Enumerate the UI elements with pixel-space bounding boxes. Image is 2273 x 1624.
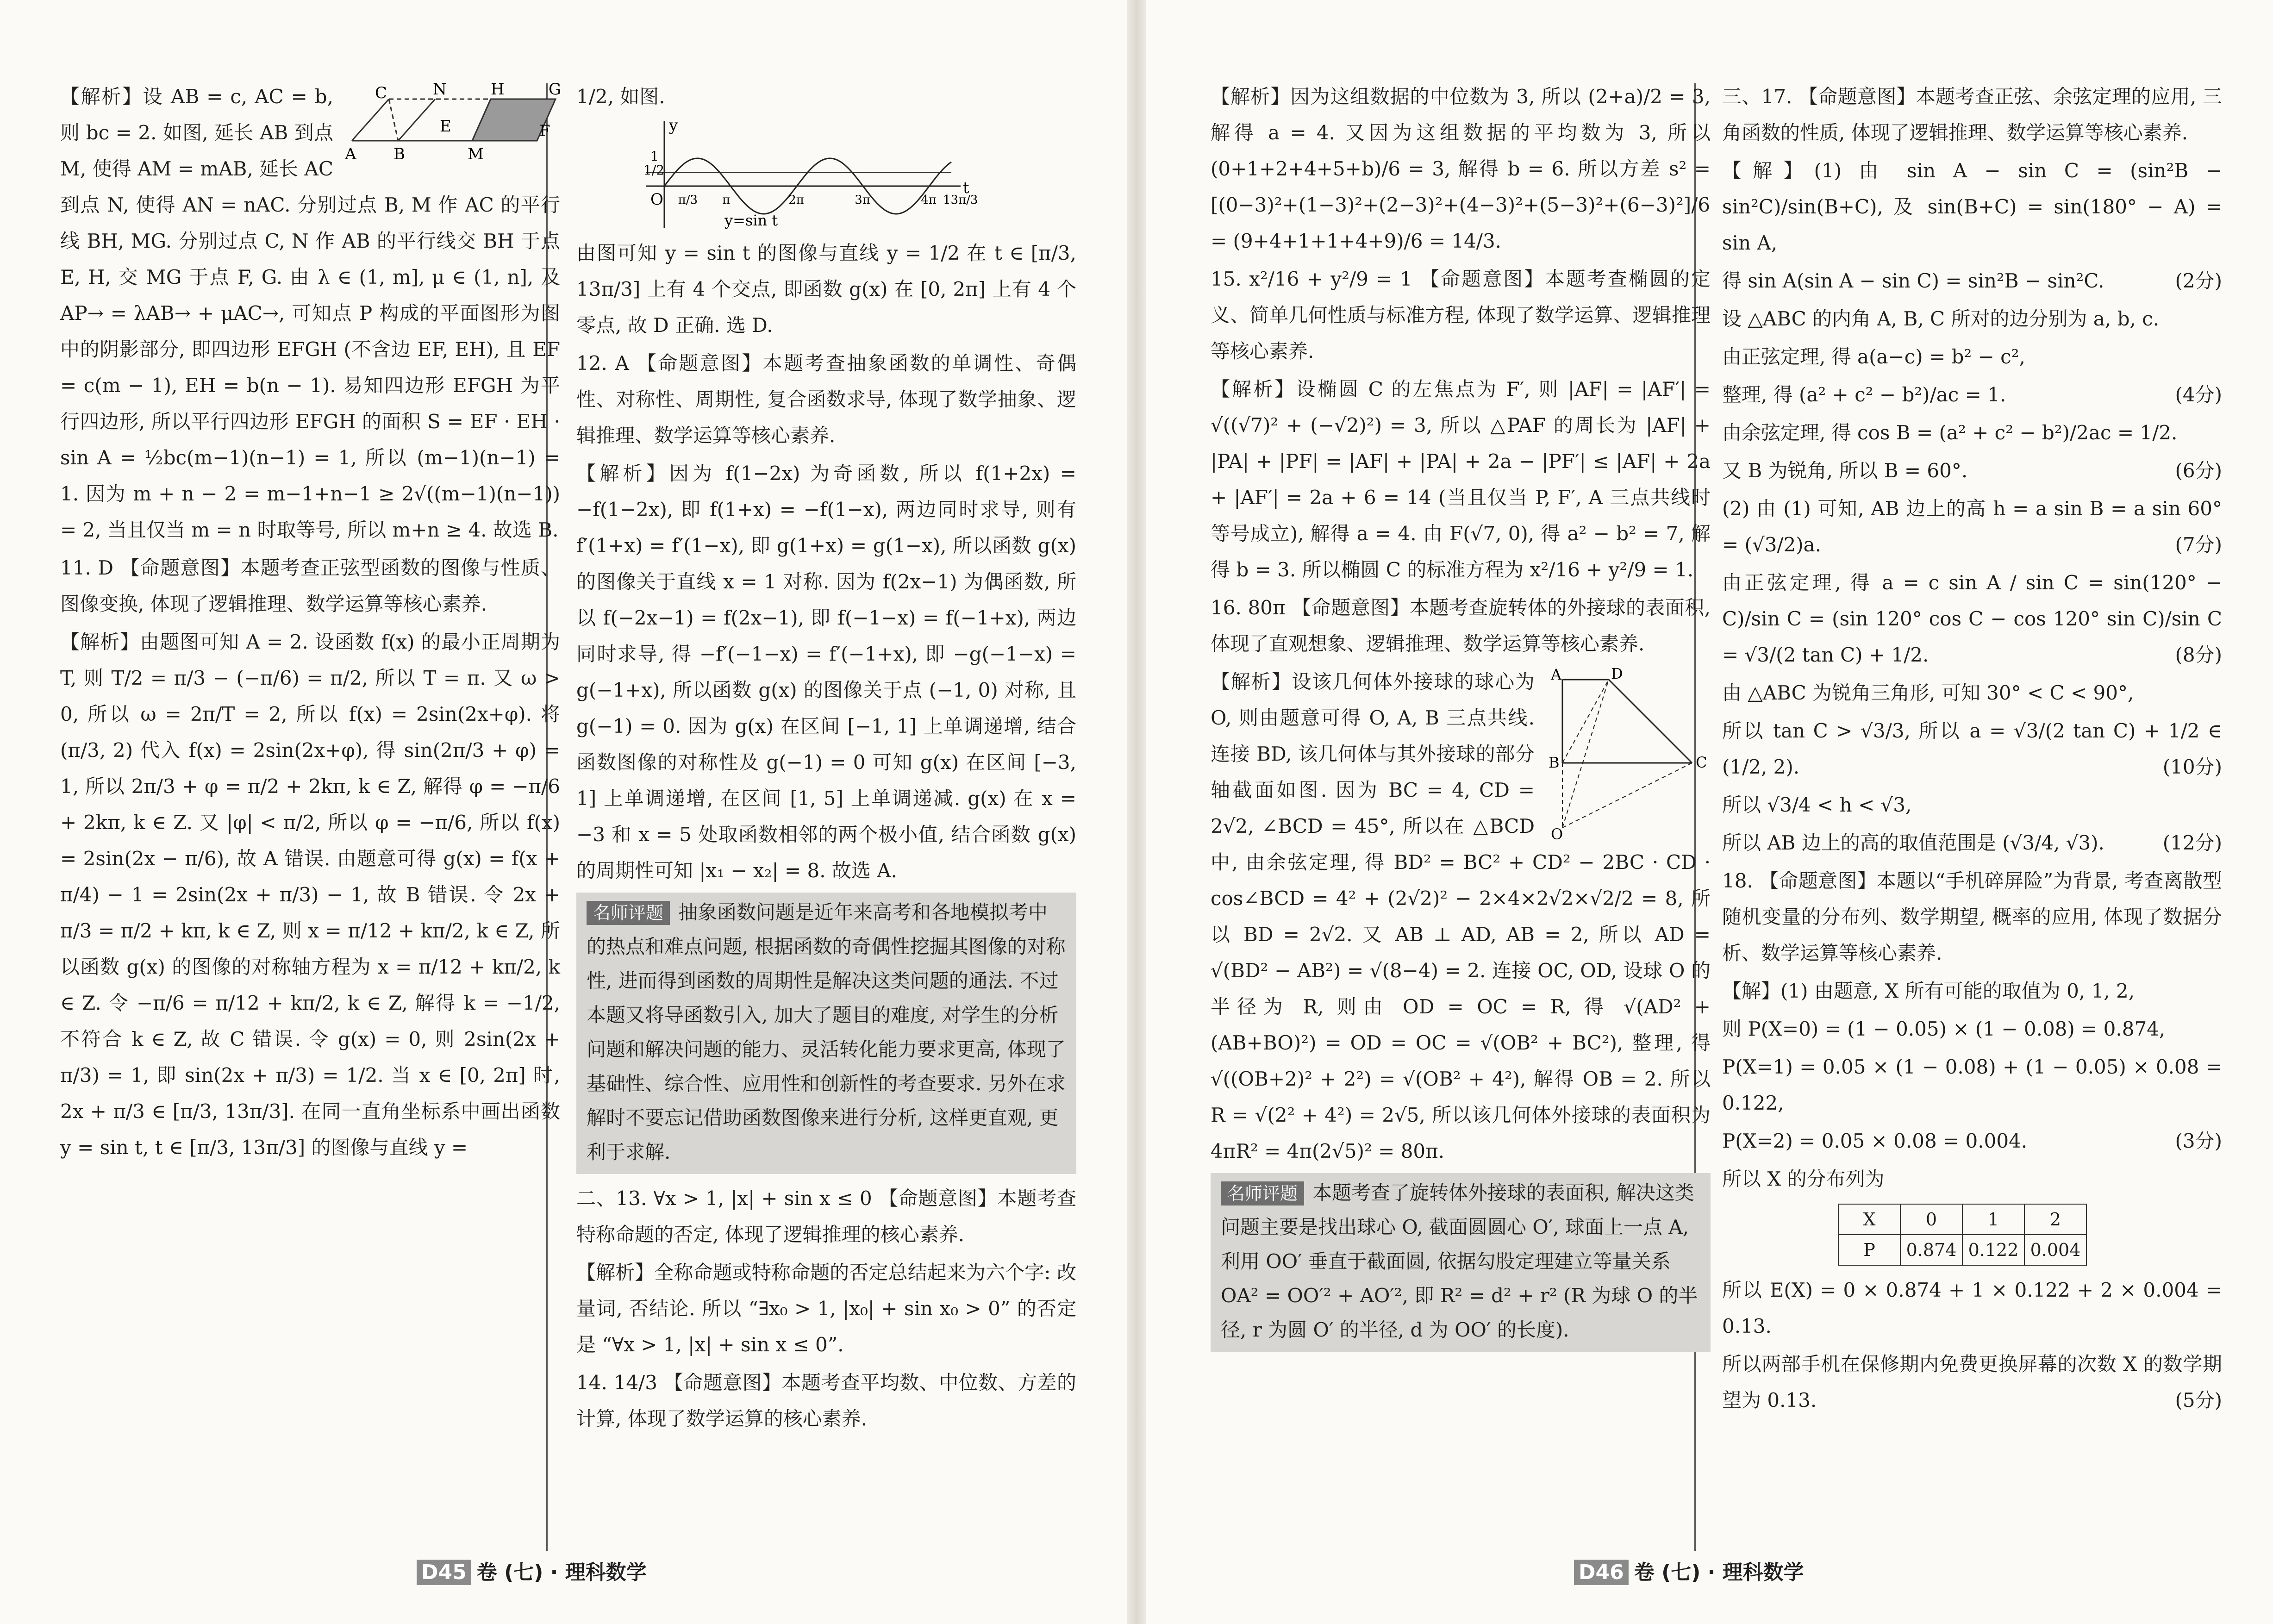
fig1-label-b: B — [393, 145, 405, 163]
q18-step-7: 所以两部手机在保修期内免费更换屏幕的次数 X 的数学期望为 0.13. (5分) — [1722, 1346, 2222, 1418]
page-code: D45 — [417, 1560, 471, 1585]
footer-title: 卷 (七) · 理科数学 — [476, 1561, 647, 1584]
q18-step-2: 则 P(X=0) = (1 − 0.05) × (1 − 0.08) = 0.874, — [1722, 1018, 2166, 1040]
graph-caption: 1/2, 如图. — [576, 85, 665, 108]
q15-intent: 15. x²/16 + y²/9 = 1 【命题意图】本题考查椭圆的定义、简单几何性质与标准方程, 体现了数学运算、逻辑推理等核心素养. — [1211, 268, 1711, 362]
teacher-comment-box — [576, 893, 1076, 1174]
graph-half-label: 1/2 — [643, 162, 665, 178]
graph-t-label: t — [963, 179, 969, 197]
fig1-label-m: M — [468, 145, 484, 163]
distribution-table — [1838, 1204, 2087, 1266]
score: (12分) — [2162, 831, 2222, 854]
column-4 — [1722, 79, 2222, 1420]
table-cell: 0.122 — [1962, 1235, 2024, 1265]
q17-step-3: 设 △ABC 的内角 A, B, C 所对的边分别为 a, b, c. — [1722, 307, 2160, 330]
q17-step-10: 由 △ABC 为锐角三角形, 可知 30° < C < 90°, — [1722, 681, 2134, 704]
q18-step-5: 所以 X 的分布列为 — [1722, 1168, 1885, 1190]
q18-step-3: P(X=1) = 0.05 × (1 − 0.08) + (1 − 0.05) × 0.08 = 0.122, — [1722, 1056, 2222, 1114]
table-row — [1838, 1235, 2086, 1265]
trapezoid-figure — [1544, 666, 1711, 842]
q13-intent: 二、13. ∀x > 1, |x| + sin x ≤ 0 【命题意图】本题考查特称命题的否定, 体现了逻辑推理的核心素养. — [576, 1187, 1076, 1246]
q18-step-1: 【解】(1) 由题意, X 所有可能的取值为 0, 1, 2, — [1722, 980, 2135, 1002]
table-cell: 0.874 — [1900, 1235, 1962, 1265]
score: (5分) — [2175, 1389, 2222, 1412]
q12-intent: 12. A 【命题意图】本题考查抽象函数的单调性、奇偶性、对称性、周期性, 复合函数求导, 体现了数学抽象、逻辑推理、数学运算等核心素养. — [576, 352, 1076, 447]
q17-step-5: 整理, 得 (a² + c² − b²)/ac = 1. (4分) — [1722, 377, 2222, 413]
q11-intent: 11. D 【命题意图】本题考查正弦型函数的图像与性质、图像变换, 体现了逻辑推理、数学运算等核心素养. — [60, 556, 560, 615]
table-cell: X — [1838, 1204, 1900, 1235]
graph-tick-label: 4π — [921, 193, 937, 207]
q17-step-13: 所以 AB 边上的高的取值范围是 (√3/4, √3). (12分) — [1722, 825, 2222, 861]
fig1-label-h: H — [491, 80, 505, 99]
q17-step-4: 由正弦定理, 得 a(a−c) = b² − c², — [1722, 345, 2025, 368]
fig1-label-f: F — [539, 122, 550, 140]
teacher-comment-text: 抽象函数问题是近年来高考和各地模拟考中的热点和难点问题, 根据函数的奇偶性挖掘其图像的对称性, 进而得到函数的周期性是解决这类问题的通法. 不过本题又将导函数引入, 加大了题目的难度, 对学生的分析问题和解决问题的能力、灵活转化能力要求更高, 体现了基础性、综合性、应用性和创新性的考查要求. 另外在求解时不要忘记借助函数图像来进行分析, 这样更直观, 更利于求解. — [587, 901, 1066, 1163]
graph-one-label: 1 — [650, 149, 659, 164]
table-cell: 2 — [2024, 1204, 2086, 1235]
fig1-label-e: E — [440, 117, 451, 136]
teacher-comment-box — [1211, 1173, 1711, 1352]
graph-curve-label: y=sin t — [724, 212, 778, 229]
table-cell: P — [1838, 1235, 1900, 1265]
teacher-label: 名师评题 — [1221, 1181, 1304, 1206]
q17-intent: 三、17. 【命题意图】本题考查正弦、余弦定理的应用, 三角函数的性质, 体现了逻辑推理、数学运算等核心素养. — [1722, 85, 2222, 144]
book-gutter — [1127, 0, 1146, 1624]
score: (3分) — [2175, 1130, 2222, 1152]
q17-step-2: 得 sin A(sin A − sin C) = sin²B − sin²C. (2分) — [1722, 263, 2222, 299]
column-1 — [60, 79, 560, 1168]
table-row — [1838, 1204, 2086, 1235]
graph-tick-label: π — [722, 193, 731, 207]
fig2-label-b: B — [1549, 754, 1560, 771]
footer-left — [417, 1555, 647, 1585]
footer-right — [1574, 1555, 1804, 1585]
q17-step-11: 所以 tan C > √3/3, 所以 a = √3/(2 tan C) + 1/2 ∈ (1/2, 2). (10分) — [1722, 713, 2222, 785]
fig2-label-d: D — [1611, 665, 1623, 682]
q17-step-1: 【解】(1) 由 sin A − sin C = (sin²B − sin²C)/sin(B+C), 及 sin(B+C) = sin(180° − A) = sin A, — [1722, 159, 2222, 254]
graph-origin-label: O — [650, 190, 663, 209]
parallelogram-figure — [343, 81, 560, 169]
column-3 — [1211, 79, 1711, 1358]
fig2-label-o: O — [1551, 825, 1563, 843]
page-code: D46 — [1574, 1560, 1629, 1585]
fig1-label-n: N — [433, 80, 447, 99]
q17-step-6: 由余弦定理, 得 cos B = (a² + c² − b²)/2ac = 1/2. — [1722, 421, 2178, 444]
footer-title: 卷 (七) · 理科数学 — [1634, 1561, 1804, 1584]
graph-ticks — [678, 193, 978, 207]
q18-step-4: P(X=2) = 0.05 × 0.08 = 0.004. (3分) — [1722, 1123, 2222, 1159]
score: (4分) — [2175, 383, 2222, 406]
score: (6分) — [2175, 459, 2222, 482]
fig1-label-c: C — [375, 84, 387, 102]
q16-analysis: 【解析】设该几何体外接球的球心为 O, 则由题意可得 O, A, B 三点共线. 连接 BD, 该几何体与其外接球的部分轴截面如图. 因为 BC = 4, CD = 2√2, ∠BCD = 45°, 所以在 △BCD 中, 由余弦定理, 得 BD² = BC² + CD² − 2BC · CD · cos∠BCD = 4² + (2√2)² − 2×4×2√2×√2/2 = 8, 所以 BD = 2√2. 又 AB ⊥ AD, AB = 2, 所以 AD = √(BD² − AB²) = √(8−4) = 2. 连接 OC, OD, 设球 O 的半径为 R, 则由 OD = OC = R, 得 √(AD² + (AB+BO)²) = OD = OC = √(OB² + BC²), 整理, 得 √((OB+2)² + 2²) = √(OB² + 4²), 解得 OB = 2. 所以 R = √(2² + 4²) = 2√5, 所以该几何体外接球的表面积为 4πR² = 4π(2√5)² = 80π. — [1211, 670, 1711, 1162]
table-cell: 1 — [1962, 1204, 2024, 1235]
fig2-label-a: A — [1551, 666, 1562, 683]
fig1-label-a: A — [345, 145, 356, 163]
q10-analysis: 【解析】设 AB = c, AC = b, 则 bc = 2. 如图, 延长 AB 到点 M, 使得 AM = mAB, 延长 AC 到点 N, 使得 AN = nAC. 分别过点 B, M 作 AC 的平行线 BH, MG. 分别过点 C, N 作 AB 的平行线交 BH 于点 E, H, 交 MG 于点 F, G. 由 λ ∈ (1, m], μ ∈ (1, n], 及 AP→ = λAB→ + μAC→, 可知点 P 构成的平面图形为图中的阴影部分, 即四边形 EFGH (不含边 EF, EH), 且 EF = c(m − 1), EH = b(n − 1). 易知四边形 EFGH 为平行四边形, 所以平行四边形 EFGH 的面积 S = EF · EH · sin A = ½bc(m−1)(n−1) = 1, 所以 (m−1)(n−1) = 1. 因为 m + n − 2 = m−1+n−1 ≥ 2√((m−1)(n−1)) = 2, 当且仅当 m = n 时取等号, 所以 m+n ≥ 4. 故选 B. — [60, 85, 560, 541]
q14-analysis: 【解析】因为这组数据的中位数为 3, 所以 (2+a)/2 = 3, 解得 a = 4. 又因为这组数据的平均数为 3, 所以 (0+1+2+4+5+b)/6 = 3, 解得 b = 6. 所以方差 s² = [(0−3)²+(1−3)²+(2−3)²+(4−3)²+(5−3)²+(6−3)²]/6 = (9+4+1+1+4+9)/6 = 14/3. — [1211, 85, 1711, 252]
q11-analysis: 【解析】由题图可知 A = 2. 设函数 f(x) 的最小正周期为 T, 则 T/2 = π/3 − (−π/6) = π/2, 所以 T = π. 又 ω > 0, 所以 ω = 2π/T = 2, 所以 f(x) = 2sin(2x+φ). 将 (π/3, 2) 代入 f(x) = 2sin(2x+φ), 得 sin(2π/3 + φ) = 1, 所以 2π/3 + φ = π/2 + 2kπ, k ∈ Z, 解得 φ = −π/6 + 2kπ, k ∈ Z. 又 |φ| < π/2, 所以 φ = −π/6, 所以 f(x) = 2sin(2x − π/6), 故 A 错误. 由题意可得 g(x) = f(x + π/4) − 1 = 2sin(2x + π/3) − 1, 故 B 错误. 令 2x + π/3 = π/2 + kπ, k ∈ Z, 则 x = π/12 + kπ/2, k ∈ Z, 所以函数 g(x) 的图像的对称轴方程为 x = π/12 + kπ/2, k ∈ Z. 令 −π/6 = π/12 + kπ/2, k ∈ Z, 解得 k = −1/2, 不符合 k ∈ Z, 故 C 错误. 令 g(x) = 0, 则 2sin(2x + π/3) = 1, 即 sin(2x + π/3) = 1/2. 当 x ∈ [0, 2π] 时, 2x + π/3 ∈ [π/3, 13π/3]. 在同一直角坐标系中画出函数 y = sin t, t ∈ [π/3, 13π/3] 的图像与直线 y = — [60, 631, 560, 1159]
graph-tick-label: π/3 — [678, 193, 698, 207]
graph-tick-label: 13π/3 — [943, 193, 978, 207]
q13-analysis: 【解析】全称命题或特称命题的否定总结起来为六个字: 改量词, 否结论. 所以 “∃x₀ > 1, |x₀| + sin x₀ > 0” 的否定是 “∀x > 1, |x| + sin x ≤ 0”. — [576, 1261, 1076, 1356]
teacher-label: 名师评题 — [587, 901, 670, 925]
fig1-label-g: G — [549, 80, 562, 99]
q14-intent: 14. 14/3 【命题意图】本题考查平均数、中位数、方差的计算, 体现了数学运算的核心素养. — [576, 1371, 1076, 1430]
score: (10分) — [2162, 756, 2222, 778]
fig2-label-c: C — [1696, 754, 1707, 771]
score: (7分) — [2175, 533, 2222, 556]
sine-graph — [618, 116, 978, 232]
teacher-comment-text: 本题考查了旋转体外接球的表面积, 解决这类问题主要是找出球心 O, 截面圆圆心 O′, 球面上一点 A, 利用 OO′ 垂直于截面圆, 依据勾股定理建立等量关系 OA² = OO′² + AO′², 即 R² = d² + r² (R 为球 O 的半径, r 为圆 O′ 的半径, d 为 OO′ 的长度). — [1221, 1181, 1698, 1341]
q16-intent: 16. 80π 【命题意图】本题考查旋转体的外接球的表面积, 体现了直观想象、逻辑推理、数学运算等核心素养. — [1211, 596, 1711, 655]
graph-tick-label: 3π — [855, 193, 870, 207]
q17-step-12: 所以 √3/4 < h < √3, — [1722, 793, 1912, 816]
q12-analysis: 【解析】因为 f(1−2x) 为奇函数, 所以 f(1+2x) = −f(1−2x), 即 f(1+x) = −f(1−x), 两边同时求导, 则有 f′(1+x) = f′(1−x), 即 g(1+x) = g(1−x), 所以函数 g(x) 的图像关于直线 x = 1 对称. 因为 f(2x−1) 为偶函数, 所以 f(−2x−1) = f(2x−1), 即 f(−1−x) = f(−1+x), 两边同时求导, 得 −f′(−1−x) = f′(−1+x), 即 −g(−1−x) = g(−1+x), 所以函数 g(x) 的图像关于点 (−1, 0) 对称, 且 g(−1) = 0. 因为 g(x) 在区间 [−1, 1] 上单调递增, 结合函数图像的对称性及 g(−1) = 0 可知 g(x) 在区间 [−3, 1] 上单调递增, 在区间 [1, 5] 上单调递减. g(x) 在 x = −3 和 x = 5 处取函数相邻的两个极小值, 结合函数 g(x) 的周期性可知 |x₁ − x₂| = 8. 故选 A. — [576, 462, 1076, 882]
q18-intent: 18. 【命题意图】本题以“手机碎屏险”为背景, 考查离散型随机变量的分布列、数学期望, 概率的应用, 体现了数据分析、数学运算等核心素养. — [1722, 869, 2222, 964]
column-2 — [576, 79, 1076, 1439]
q17-step-8: (2) 由 (1) 可知, AB 边上的高 h = a sin B = a sin 60° = (√3/2)a. (7分) — [1722, 491, 2222, 563]
score: (2分) — [2175, 269, 2222, 292]
q11-conclusion: 由图可知 y = sin t 的图像与直线 y = 1/2 在 t ∈ [π/3, 13π/3] 上有 4 个交点, 即函数 g(x) 在 [0, 2π] 上有 4 个零点, 故 D 正确. 选 D. — [576, 242, 1076, 337]
table-cell: 0.004 — [2024, 1235, 2086, 1265]
graph-tick-label: 2π — [788, 193, 804, 207]
q15-analysis: 【解析】设椭圆 C 的左焦点为 F′, 则 |AF| = |AF′| = √((√7)² + (−√2)²) = 3, 所以 △PAF 的周长为 |AF| + |PA| + |PF| = |AF| + |PA| + 2a − |PF′| ≤ |AF| + 2a + |AF′| = 2a + 6 = 14 (当且仅当 P, F′, A 三点共线时等号成立), 解得 a = 4. 由 F(√7, 0), 得 a² − b² = 7, 解得 b = 3. 所以椭圆 C 的标准方程为 x²/16 + y²/9 = 1. — [1211, 378, 1711, 581]
q18-step-6: 所以 E(X) = 0 × 0.874 + 1 × 0.122 + 2 × 0.004 = 0.13. — [1722, 1279, 2222, 1337]
q17-step-9: 由正弦定理, 得 a = c sin A / sin C = sin(120° − C)/sin C = (sin 120° cos C − cos 120° sin C)/sin C = √3/(2 tan C) + 1/2. (8分) — [1722, 565, 2222, 673]
q17-step-7: 又 B 为锐角, 所以 B = 60°. (6分) — [1722, 453, 2222, 489]
score: (8分) — [2175, 643, 2222, 666]
graph-y-label: y — [669, 116, 678, 135]
table-cell: 0 — [1900, 1204, 1962, 1235]
